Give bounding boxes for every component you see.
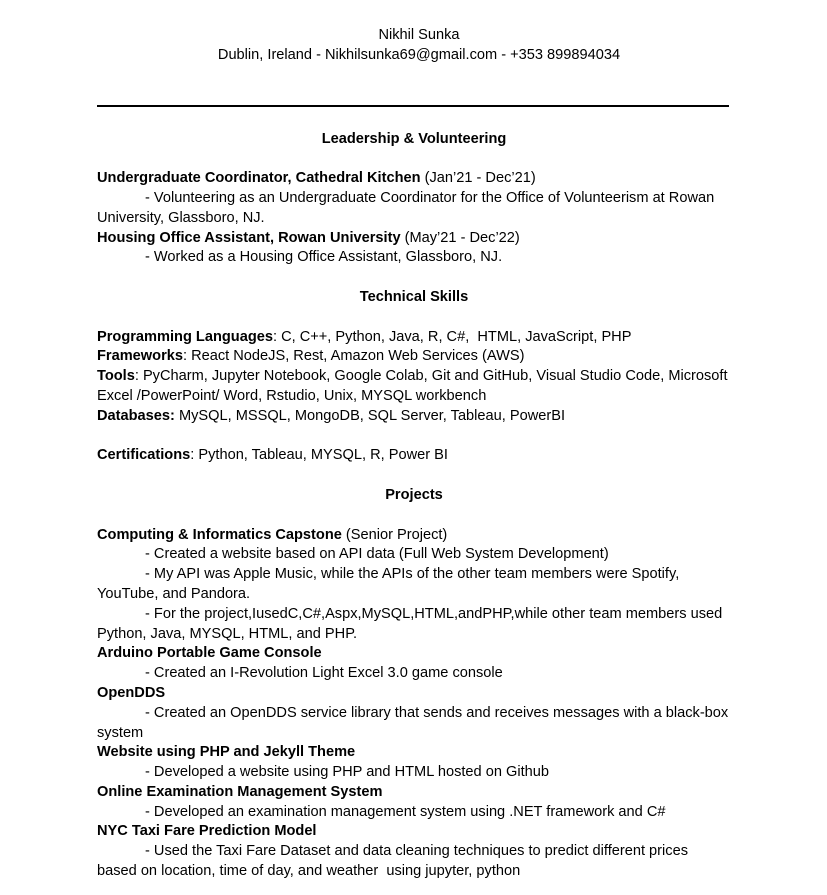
project-entry [97, 783, 731, 823]
skill-row [97, 407, 731, 427]
project-bullet: - Created a website based on API data (Full Web System Development) [145, 546, 609, 563]
project-bullet: - For the project,IusedC,C#,Aspx,MySQL,HTML,andPHP,while other team members used Python, Java, MYSQL, HTML, and PHP. [97, 605, 727, 642]
project-bullet: - Developed an examination management system using .NET framework and C# [145, 803, 666, 820]
certifications-separator: : [190, 447, 199, 464]
skill-row [97, 347, 731, 367]
skill-row [97, 328, 731, 348]
resume-page [97, 26, 731, 882]
skill-value: C, C++, Python, Java, R, C#, HTML, JavaScript, PHP [281, 328, 632, 345]
project-bullet: - My API was Apple Music, while the APIs of the other team members were Spotify, YouTube, and Pandora. [97, 566, 684, 602]
skill-label: Databases: [97, 407, 175, 424]
project-name: Website using PHP and Jekyll Theme [97, 744, 356, 761]
project-entry [97, 743, 731, 783]
certifications-row [97, 446, 731, 466]
leadership-entry [97, 169, 731, 228]
project-name: Online Examination Management System [97, 783, 383, 800]
project-bullet: - Developed a website using PHP and HTML hosted on Github [145, 764, 549, 781]
project-heading [97, 526, 731, 546]
project-bullet: - Created an OpenDDS service library that sends and receives messages with a black-box system [97, 704, 733, 741]
skill-value: PyCharm, Jupyter Notebook, Google Colab, Git and GitHub, Visual Studio Code, Microsoft Excel /PowerPoint/ Word, Rstudio, Unix, MYSQL workbench [97, 368, 732, 404]
entry-heading [97, 169, 731, 189]
project-bullet: - Used the Taxi Fare Dataset and data cleaning techniques to predict different prices based on location, time of day, and weather using jupyter, python [97, 843, 693, 880]
project-name: NYC Taxi Fare Prediction Model [97, 823, 317, 840]
section-title-skills: Technical Skills [359, 288, 469, 305]
certifications-label: Certifications [97, 447, 191, 464]
entry-heading [97, 229, 731, 249]
project-note: (Senior Project) [341, 526, 448, 543]
section-title-projects: Projects [385, 486, 443, 503]
entry-bullet: - Worked as a Housing Office Assistant, Glassboro, NJ. [145, 249, 503, 266]
leadership-entry [97, 229, 731, 269]
project-name: Arduino Portable Game Console [97, 645, 322, 662]
role-title: Undergraduate Coordinator, Cathedral Kitchen [97, 170, 421, 187]
project-entry [97, 644, 731, 684]
skill-value: React NodeJS, Rest, Amazon Web Services (AWS) [191, 348, 525, 365]
skill-separator: : [272, 328, 282, 345]
skill-label: Tools [97, 368, 135, 385]
certifications-value: Python, Tableau, MYSQL, R, Power BI [198, 447, 448, 464]
candidate-name: Nikhil Sunka [378, 27, 460, 43]
skill-separator: : [182, 348, 192, 365]
role-dates: (May’21 - Dec’22) [400, 229, 520, 246]
project-name: OpenDDS [97, 684, 166, 701]
project-bullet: - Created an I-Revolution Light Excel 3.0 game console [145, 665, 503, 682]
role-dates: (Jan’21 - Dec’21) [420, 170, 536, 187]
skill-label: Frameworks [97, 348, 183, 365]
project-entry [97, 684, 731, 743]
project-entry [97, 822, 731, 881]
entry-bullet: - Volunteering as an Undergraduate Coordinator for the Office of Volunteerism at Rowan University, Glassboro, NJ. [97, 189, 719, 226]
role-title: Housing Office Assistant, Rowan University [97, 229, 401, 246]
section-title-leadership: Leadership & Volunteering [321, 130, 507, 147]
skill-row [97, 367, 731, 407]
skill-separator: : [134, 368, 143, 385]
skill-label: Programming Languages [97, 328, 273, 345]
project-name: Computing & Informatics Capstone [97, 526, 342, 543]
project-entry [97, 526, 731, 645]
contact-line: Dublin, Ireland - Nikhilsunka69@gmail.com - +353 899894034 [217, 46, 621, 63]
skill-value: MySQL, MSSQL, MongoDB, SQL Server, Tableau, PowerBI [178, 407, 566, 424]
